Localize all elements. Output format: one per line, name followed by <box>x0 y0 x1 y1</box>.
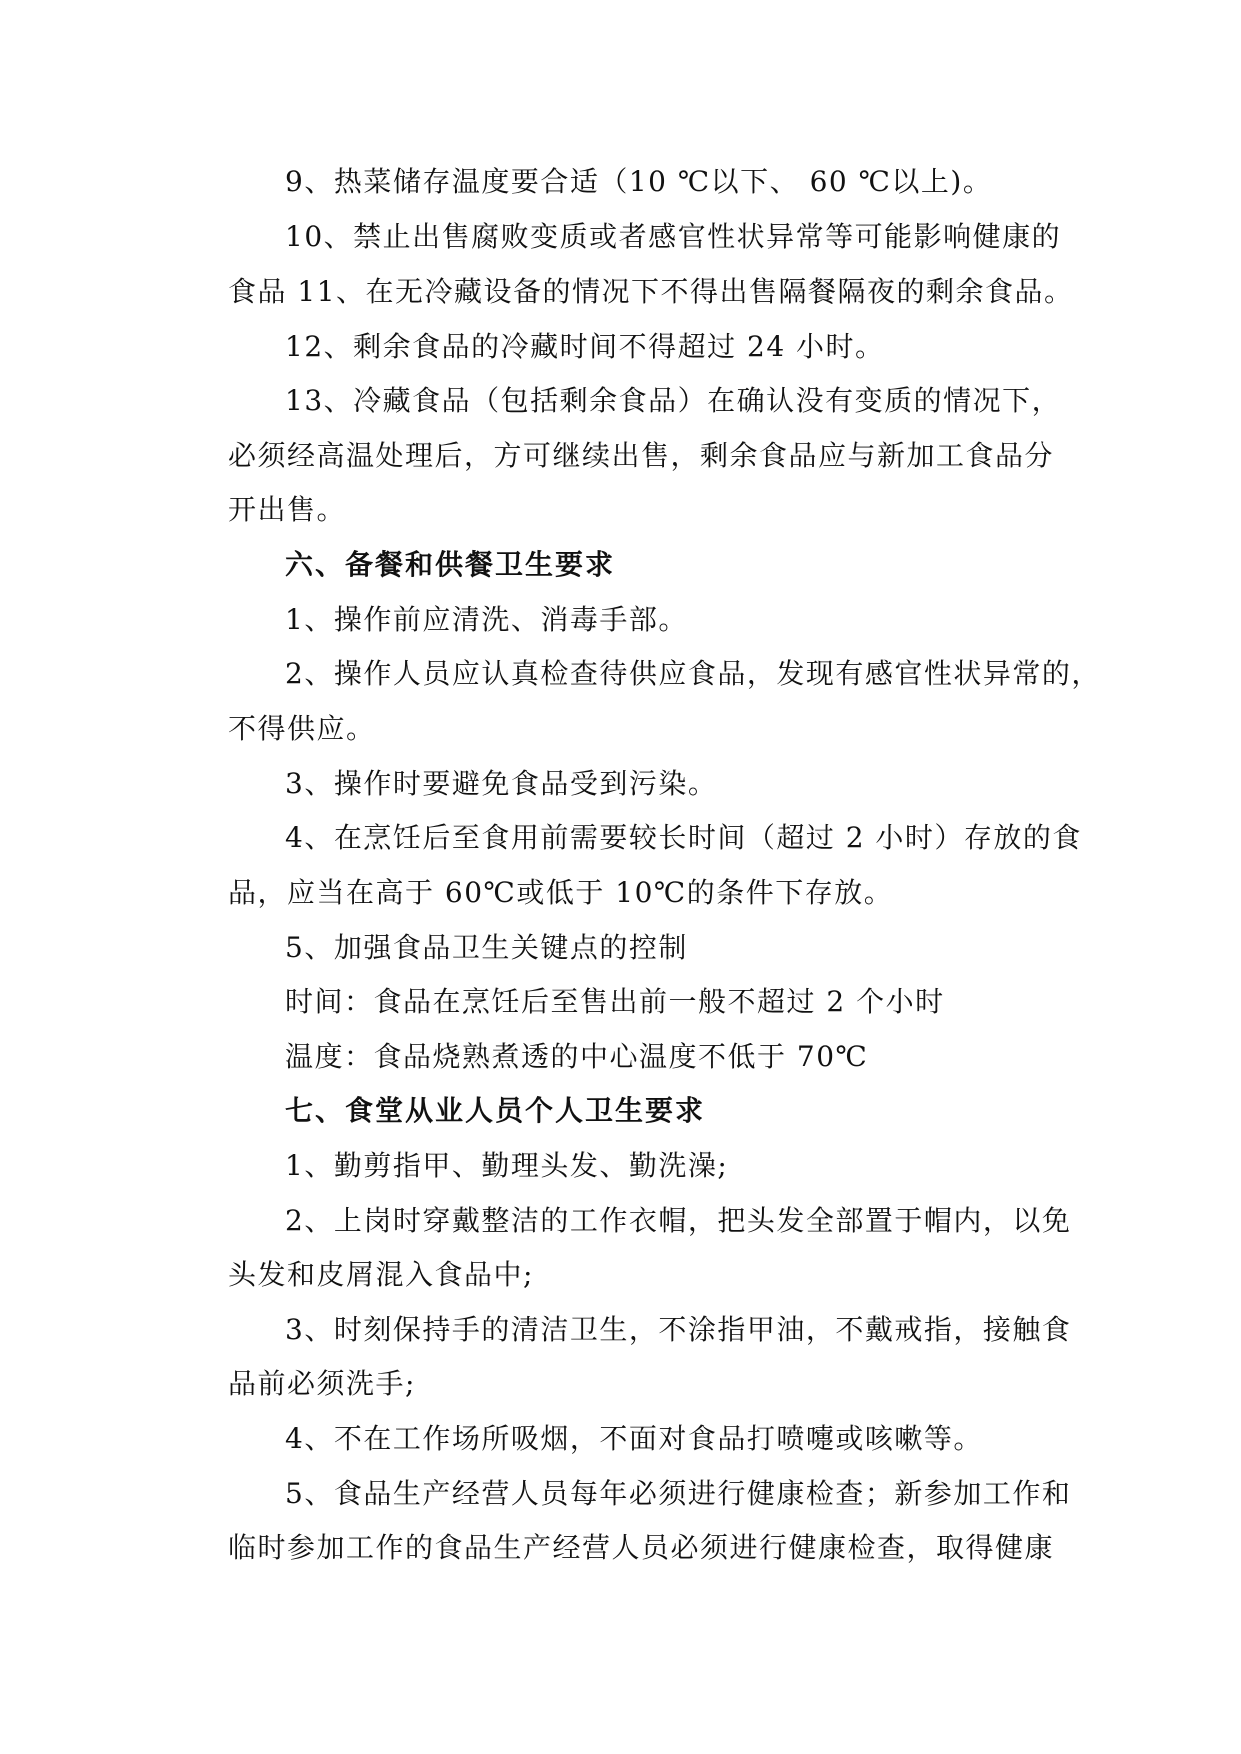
section-6-item-5: 5、加强食品卫生关键点的控制 <box>285 931 688 964</box>
section-7-item-2-line-2: 头发和皮屑混入食品中; <box>228 1258 534 1291</box>
section-6-item-2-line-1: 2、操作人员应认真检查待供应食品，发现有感官性状异常的， <box>285 657 1101 690</box>
temperature-rule: 温度：食品烧熟煮透的中心温度不低于 70℃ <box>285 1040 869 1073</box>
item-13-line-1: 13、冷藏食品（包括剩余食品）在确认没有变质的情况下， <box>285 384 1062 417</box>
item-9: 9、热菜储存温度要合适（10 ℃以下、 60 ℃以上)。 <box>285 165 993 198</box>
section-6-item-4-line-2: 品，应当在高于 60℃或低于 10℃的条件下存放。 <box>228 876 894 909</box>
section-7-item-3-line-2: 品前必须洗手; <box>228 1367 416 1400</box>
section-7-item-2-line-1: 2、上岗时穿戴整洁的工作衣帽，把头发全部置于帽内，以免 <box>285 1204 1072 1237</box>
item-12: 12、剩余食品的冷藏时间不得超过 24 小时。 <box>285 330 885 363</box>
section-7-item-5-line-2: 临时参加工作的食品生产经营人员必须进行健康检查，取得健康 <box>228 1531 1055 1564</box>
time-rule: 时间：食品在烹饪后至售出前一般不超过 2 个小时 <box>285 985 945 1018</box>
section-7-item-1: 1、勤剪指甲、勤理头发、勤洗澡; <box>285 1149 729 1182</box>
item-13-line-2: 必须经高温处理后，方可继续出售，剩余食品应与新加工食品分 <box>228 439 1055 472</box>
section-7-heading: 七、食堂从业人员个人卫生要求 <box>285 1094 706 1127</box>
item-10-line-1: 10、禁止出售腐败变质或者感官性状异常等可能影响健康的 <box>285 220 1062 253</box>
section-7-item-4: 4、不在工作场所吸烟，不面对食品打喷嚏或咳嗽等。 <box>285 1422 983 1455</box>
section-7-item-3-line-1: 3、时刻保持手的清洁卫生，不涂指甲油，不戴戒指，接触食 <box>285 1313 1072 1346</box>
section-7-item-5-line-1: 5、食品生产经营人员每年必须进行健康检查；新参加工作和 <box>285 1477 1072 1510</box>
item-13-line-3: 开出售。 <box>228 493 347 526</box>
section-6-heading: 六、备餐和供餐卫生要求 <box>285 548 616 581</box>
item-10-line-2: 食品 11、在无冷藏设备的情况下不得出售隔餐隔夜的剩余食品。 <box>228 275 1074 308</box>
section-6-item-4-line-1: 4、在烹饪后至食用前需要较长时间（超过 2 小时）存放的食 <box>285 821 1082 854</box>
section-6-item-1: 1、操作前应清洗、消毒手部。 <box>285 603 688 636</box>
section-6-item-2-line-2: 不得供应。 <box>228 712 376 745</box>
section-6-item-3: 3、操作时要避免食品受到污染。 <box>285 767 718 800</box>
